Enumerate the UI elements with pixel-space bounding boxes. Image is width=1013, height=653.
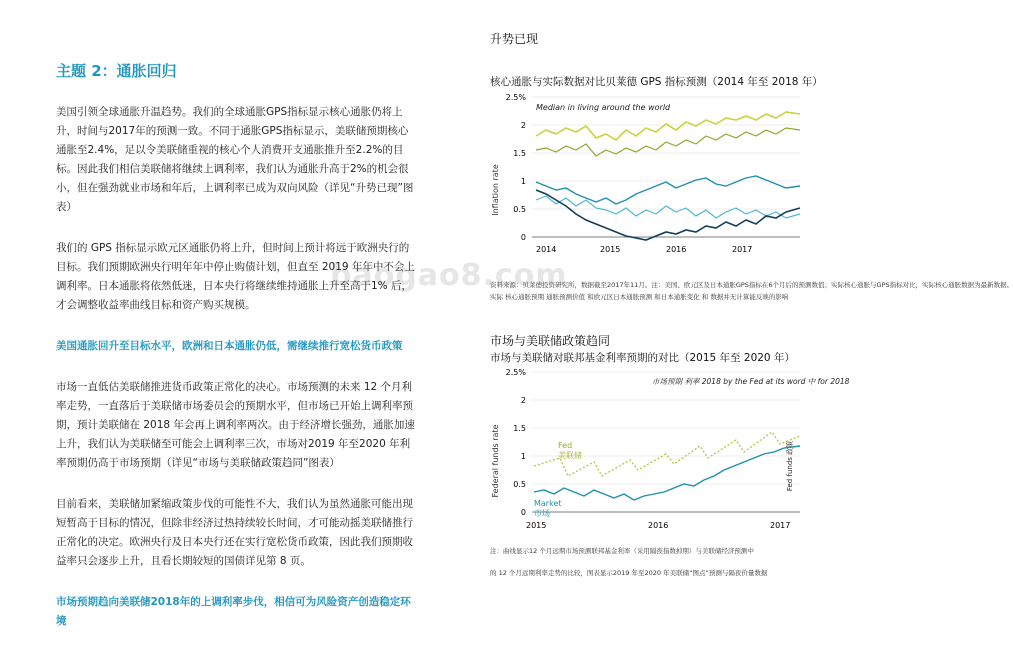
c1-xtick-1: 2015: [600, 245, 621, 254]
chart2-annotation: 市场预期 利率 2018 by the Fed at its word 中 for 2018: [652, 377, 850, 386]
paragraph-4: 目前看来，美联储加紧缩政策步伐的可能性不大，我们认为虽然通胀可能出现短暂高于目标的情况，但除非经济过热持续较长时间，才可能动摇美联储推行正常化的决定。欧洲央行及日本央行还在实行宽松货币政策，因此我们预期收益率只会逐步上升，且看长期较短的国债详见第 8 页。: [56, 498, 413, 567]
chart1-ylabel: Inflation rate: [491, 164, 500, 216]
c1-line-teal: [536, 176, 800, 204]
c2-ytick-5: 0: [520, 508, 526, 517]
paragraph-2: 我们的 GPS 指标显示欧元区通胀仍将上升，但时间上预计将远于欧洲央行的目标。我们预期欧洲央行明年年中停止购债计划，但直至 2019 年年中不会上调利率。日本通胀将依然低迷，日本央行将继续维持通胀上升至高于1% 后，才会调整收益率曲线目标和资产购买规模。: [56, 242, 415, 311]
chart2-ylabel: Federal funds rate: [491, 424, 500, 498]
chart2-title: 市场与美联储政策趋同: [490, 334, 611, 348]
c1-xtick-2: 2016: [666, 245, 687, 254]
c2-right-label: Fed funds 政策: [786, 440, 794, 492]
chart2-note-2: 的 12 个月远期利率走势的比较，图表显示2019 年至2020 年美联储“图点”预测与隔夜价量数据: [490, 569, 768, 577]
section-title: 主题 2：通胀回归: [56, 62, 177, 80]
c1-xtick-0: 2014: [536, 245, 557, 254]
chart1-graphic: [490, 90, 800, 285]
c1-xtick-3: 2017: [732, 245, 753, 254]
c2-label-fed-cn: 美联储: [558, 451, 582, 460]
right-column: [490, 20, 1013, 600]
c2-label-fed: Fed: [558, 441, 573, 450]
chart2-note: 注：曲线显示12 个月远期市场预测联邦基金利率（采用隔夜指数掉期）与美联储经济预测中: [490, 547, 754, 555]
chart1-yticks: [506, 93, 527, 242]
c1-ytick-1: 2: [520, 121, 526, 130]
c2-ytick-4: 0.5: [513, 480, 526, 489]
chart1-xticks: [536, 245, 752, 254]
c2-ytick-3: 1: [520, 452, 526, 461]
callout-1: 美国通胀回升至目标水平，欧洲和日本通胀仍低，需继续推行宽松货币政策: [56, 340, 403, 352]
chart1-note: 资料来源：贝莱德投资研究所，数据截至2017年11月。注：美国、欧元区及日本通胀GPS指标在6个月后的预测数值；实际核心通胀与GPS指标对比，实际核心通胀数据为最新数据。: [490, 281, 1013, 289]
c2-label-market-cn: 市场: [534, 509, 550, 518]
c2-ytick-0: 2.5%: [505, 368, 526, 377]
c1-ytick-0: 2.5%: [505, 93, 526, 102]
chart2-xticks: [526, 521, 790, 530]
c2-label-market: Market: [534, 499, 562, 508]
c1-ytick-3: 1: [520, 177, 526, 186]
c2-ytick-1: 2: [520, 396, 526, 405]
chart1-annotation: Median in living around the world: [536, 103, 671, 112]
c2-ytick-2: 1.5: [513, 424, 526, 433]
c2-xtick-2: 2017: [770, 521, 791, 530]
chart1-subtitle: 核心通胀与实际数据对比贝莱德 GPS 指标预测（2014 年至 2018 年）: [490, 76, 823, 88]
watermark: baogao8.com: [330, 258, 568, 293]
c1-line-lime-1: [536, 112, 800, 140]
c1-ytick-4: 0.5: [513, 205, 526, 214]
c1-ytick-5: 0: [520, 233, 526, 242]
c1-line-navy: [536, 190, 800, 240]
c2-xtick-1: 2016: [648, 521, 669, 530]
c1-ytick-2: 1.5: [513, 149, 526, 158]
paragraph-1: 美国引领全球通胀升温趋势。我们的全球通胀GPS指标显示核心通胀仍将上升，时间与2017年的预测一致。不同于通胀GPS指标显示，美联储预期核心通胀至2.4%，足以令美联储重视的核心个人消费开支通胀推升至2.2%的目标。因此我们相信美联储将继续上调利率，我们认为通胀升高于2%的机会很小，但在强劲就业市场和年后，上调利率已成为双向风险（详见“升势已现”图表）: [56, 106, 414, 213]
callout-2: 市场预期趋向美联储2018年的上调利率步伐，相信可为风险资产创造稳定环境: [56, 596, 411, 627]
left-column: [56, 60, 416, 653]
paragraph-3: 市场一直低估美联储推进货币政策正常化的决心。市场预测的未来 12 个月利率走势，一直落后于美联储市场委员会的预期水平，但市场已开始上调利率预期，预计美联储在 2018 年会再上调利率两次。由于经济增长强劲，通胀加速上升，我们认为美联储至可能会上调利率三次，市场对2019 年至2020 年利率预期仍高于市场预期（详见“市场与美联储政策趋同”图表）: [56, 381, 415, 469]
chart2-graphic: [490, 366, 850, 546]
chart1-title: 升势已现: [490, 32, 539, 46]
chart2-yticks: [506, 368, 527, 517]
chart2-subtitle: 市场与美联储对联邦基金利率预期的对比（2015 年至 2020 年）: [490, 352, 795, 364]
c1-line-lightblue: [536, 196, 800, 218]
c2-xtick-0: 2015: [526, 521, 547, 530]
chart1-note-2: 实际 核心通胀预期 通胀预测价值 和欧元区日本通胀预测 和日本通胀变化 和 数据并无计算能反映的影响: [490, 293, 789, 301]
